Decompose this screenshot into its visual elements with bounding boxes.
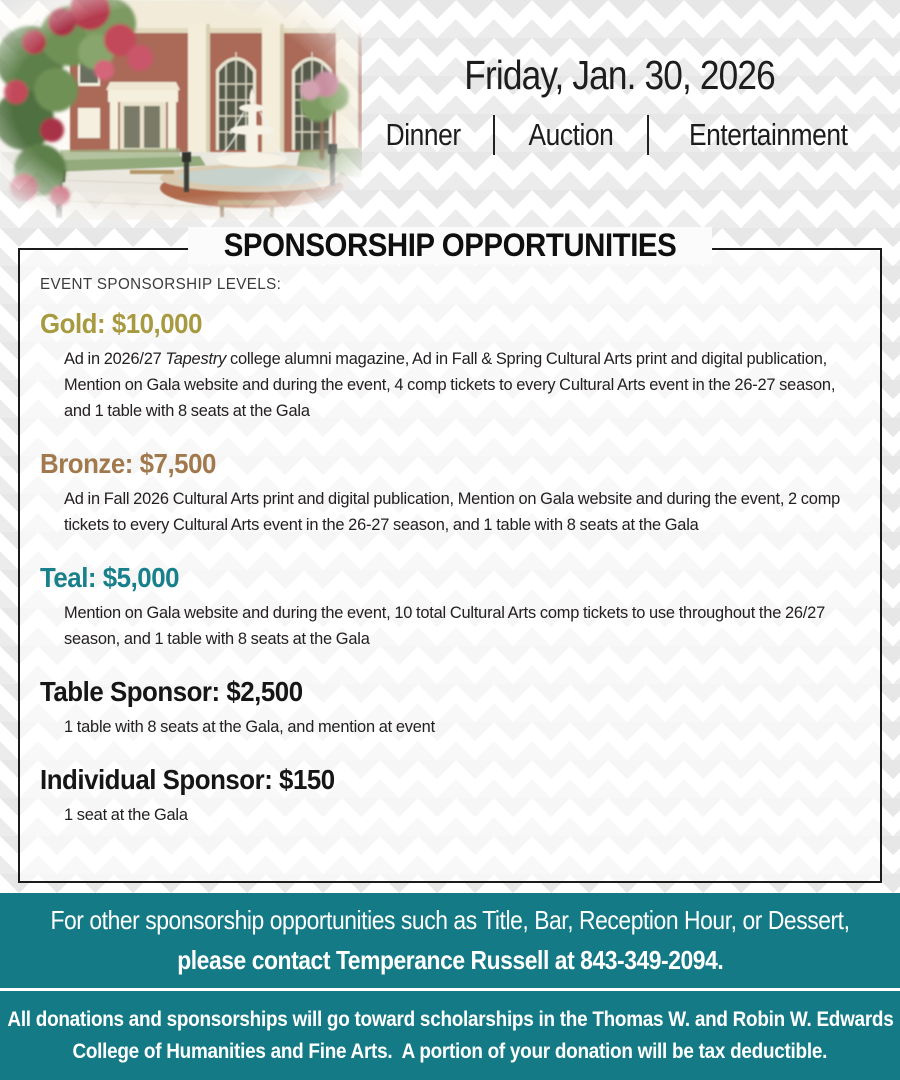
- level-heading-table-text: Table Sponsor: $2,500: [40, 676, 303, 707]
- contact-line-1: For other sponsorship opportunities such as Title, Bar, Reception Hour, or Dessert,: [50, 905, 850, 935]
- level-heading-teal: [40, 562, 854, 594]
- level-desc-individual-sponsor: 1 seat at the Gala: [64, 806, 188, 824]
- event-header: [350, 52, 890, 155]
- level-heading-gold-text: Gold: $10,000: [40, 308, 203, 339]
- tagline-divider: [493, 115, 495, 155]
- level-heading-gold: [40, 308, 854, 340]
- donation-note-line-2: College of Humanities and Fine Arts. A portion of your donation will be tax deductible.: [72, 1039, 828, 1063]
- section-title-wrap: [188, 227, 712, 264]
- level-desc-bronze: Ad in Fall 2026 Cultural Arts print and digital publication, Mention on Gala website and during the event, 2 comp tickets to every Cultural Arts event in the 26-27 season, and 1 table with 8 seats at the Gala: [64, 490, 841, 534]
- level-desc-table-sponsor: 1 table with 8 seats at the Gala, and mention at event: [64, 718, 435, 736]
- event-date: Friday, Jan. 30, 2026: [464, 52, 776, 98]
- tagline-item-dinner: Dinner: [385, 117, 461, 152]
- level-heading-table-sponsor: [40, 676, 854, 708]
- contact-line-2: please contact Temperance Russell at 843-349-2094.: [176, 945, 724, 975]
- level-heading-bronze-text: Bronze: $7,500: [40, 448, 216, 479]
- level-heading-individual-sponsor: [40, 764, 854, 796]
- tagline-item-entertainment: Entertainment: [688, 117, 848, 152]
- gold-desc-magazine-name: Tapestry: [165, 350, 227, 368]
- donation-note-line-1: All donations and sponsorships will go toward scholarships in the Thomas W. and Robin W. Edwards: [6, 1007, 894, 1031]
- contact-band: [0, 893, 900, 991]
- event-tagline: [350, 115, 890, 155]
- level-desc-gold: [64, 346, 850, 424]
- gold-desc-post: college alumni magazine, Ad in Fall & Spring Cultural Arts print and digital publication, Mention on Gala website and during the event, 4 comp tickets to every Cultural Arts event in the 26-27 season, and 1 table with 8 seats at the Gala: [64, 350, 836, 420]
- level-desc-teal: Mention on Gala website and during the event, 10 total Cultural Arts comp tickets to use throughout the 26/27 season, and 1 table with 8 seats at the Gala: [64, 604, 825, 648]
- section-title: SPONSORSHIP OPPORTUNITIES: [223, 227, 677, 263]
- sponsorship-box: [18, 227, 882, 883]
- levels-intro-label: EVENT SPONSORSHIP LEVELS:: [40, 276, 282, 293]
- campus-watercolor-illustration: [0, 0, 362, 220]
- level-heading-teal-text: Teal: $5,000: [40, 562, 180, 593]
- campus-watercolor-svg: [0, 0, 362, 220]
- tagline-item-auction: Auction: [528, 117, 614, 152]
- tagline-divider: [647, 115, 649, 155]
- donation-note-band: [0, 991, 900, 1080]
- gold-desc-pre: Ad in 2026/27: [64, 350, 166, 368]
- level-heading-bronze: [40, 448, 854, 480]
- level-heading-individual-text: Individual Sponsor: $150: [40, 764, 335, 795]
